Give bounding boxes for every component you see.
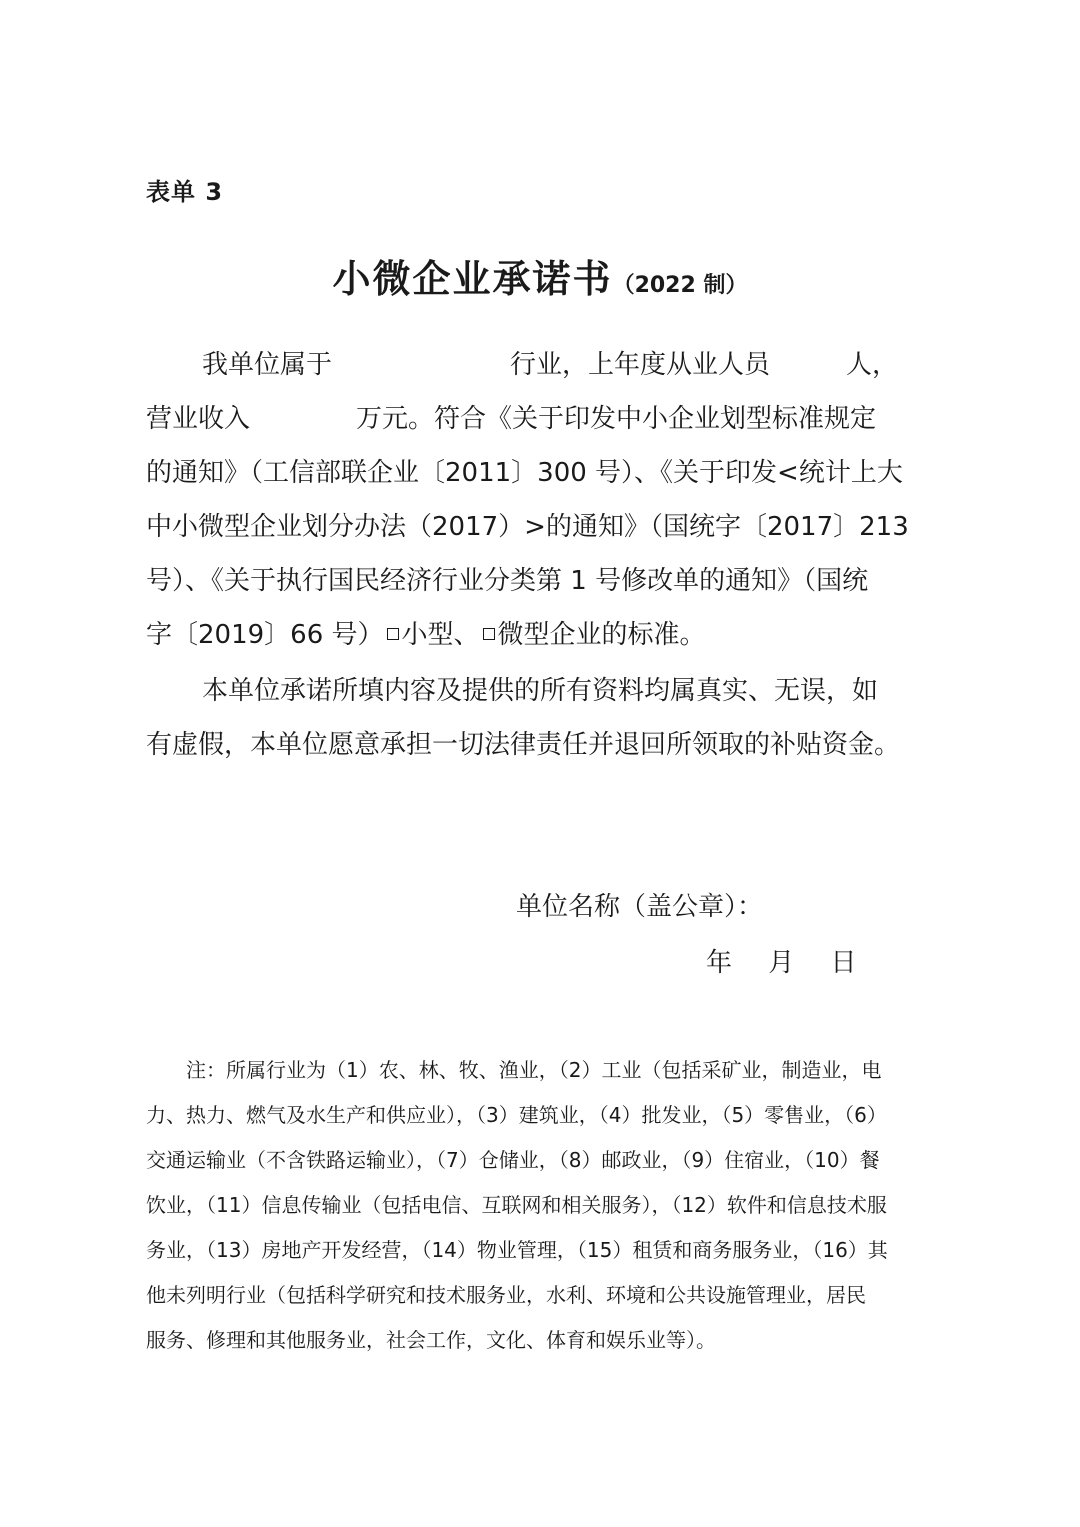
note-line: 力、热力、燃气及水生产和供应业），（3）建筑业，（4）批发业，（5）零售业，（6）: [146, 1103, 887, 1127]
micro-type-label: 微型企业的标准。: [497, 620, 706, 650]
paragraph-line: 中小微型企业划分办法（2017）>的通知》（国统字〔2017〕213: [146, 512, 909, 542]
title-year: （2022 制）: [612, 273, 748, 298]
small-type-label: 小型、: [401, 620, 480, 650]
document-title: [0, 248, 1080, 303]
employees-suffix: 人，: [846, 350, 899, 380]
note-line: 服务、修理和其他服务业，社会工作，文化、体育和娱乐业等）。: [146, 1328, 716, 1352]
paragraph-line: [146, 338, 942, 392]
note-line: 他未列明行业（包括科学研究和技术服务业，水利、环境和公共设施管理业，居民: [146, 1283, 866, 1307]
paragraph-line: [146, 392, 942, 446]
form-number-label: 表单 3: [146, 178, 224, 206]
employees-prefix: 行业，上年度从业人员: [510, 350, 771, 380]
note-line: 交通运输业（不含铁路运输业），（7）仓储业，（8）邮政业，（9）住宿业，（10）餐: [146, 1148, 880, 1172]
paragraph-line: [146, 608, 942, 662]
micro-type-checkbox[interactable]: [483, 628, 495, 640]
note-line: 务业，（13）房地产开发经营，（14）物业管理，（15）租赁和商务服务业，（16）其: [146, 1238, 888, 1262]
title-main: 小微企业承诺书: [332, 256, 613, 301]
note-line: 饮业，（11）信息传输业（包括电信、互联网和相关服务），（12）软件和信息技术服: [146, 1193, 887, 1217]
small-type-checkbox[interactable]: [387, 628, 399, 640]
date-label: 年 月 日: [706, 948, 857, 978]
industry-prefix: 我单位属于: [202, 350, 333, 380]
revenue-suffix: 万元。符合《关于印发中小企业划型标准规定: [356, 404, 877, 434]
standard-prefix: 字〔2019〕66 号）: [146, 620, 384, 650]
paragraph-line: 有虚假，本单位愿意承担一切法律责任并退回所领取的补贴资金。: [146, 730, 901, 760]
paragraph-line: 本单位承诺所填内容及提供的所有资料均属真实、无误，如: [202, 676, 879, 706]
paragraph-line: 号）、《关于执行国民经济行业分类第 1 号修改单的通知》（国统: [146, 566, 869, 596]
revenue-prefix: 营业收入: [146, 404, 251, 434]
note-line: 注：所属行业为（1）农、林、牧、渔业，（2）工业（包括采矿业，制造业，电: [186, 1058, 882, 1082]
liability-paragraph: [146, 664, 942, 772]
commitment-paragraph: [146, 338, 942, 662]
paragraph-line: 的通知》（工信部联企业〔2011〕300 号）、《关于印发<统计上大: [146, 458, 903, 488]
industry-note: [146, 1048, 942, 1363]
company-name-seal-label: 单位名称（盖公章）：: [516, 892, 764, 922]
